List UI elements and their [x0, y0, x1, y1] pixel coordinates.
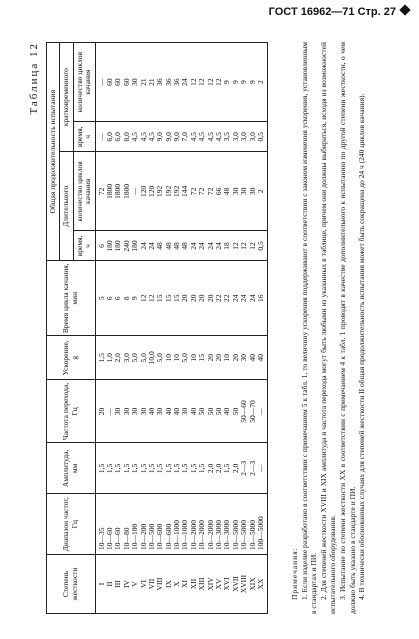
cell-long-cycles: 192 [165, 152, 173, 231]
cell-long-time: 24 [190, 231, 198, 261]
cell-cycle-time: 24 [249, 261, 257, 336]
cell-amplitude: 2—3 [240, 443, 248, 494]
cell-short-time: 4,5 [207, 122, 215, 152]
cell-cycle-time: 5 [95, 261, 106, 336]
cell-cycle-time: 15 [173, 261, 181, 336]
table-title: Таблица 12 [28, 42, 40, 115]
cell-cycle-time: 15 [156, 261, 164, 336]
cell-short-time: 6,0 [114, 122, 122, 152]
cell-range: 10—2000 [190, 494, 198, 555]
cell-range: 10—5000 [249, 494, 257, 555]
cell-crossover: 50—60 [240, 380, 248, 443]
cell-short-time: 4,5 [131, 122, 139, 152]
cell-range: 10—600 [165, 494, 173, 555]
cell-crossover: 40 [148, 380, 156, 443]
cell-range: 10—100 [131, 494, 139, 555]
cell-degree: VI [140, 555, 148, 614]
col-range: Диапазон частот, Гц [47, 494, 96, 555]
cell-amplitude: 2,0 [207, 443, 215, 494]
cell-amplitude: 1,5 [140, 443, 148, 494]
cell-range: 10—5000 [232, 494, 240, 555]
cell-short-cycles: 36 [173, 43, 181, 122]
cell-long-time: 18 [223, 231, 231, 261]
cell-short-time: 4,5 [148, 122, 156, 152]
col-amplitude: Амплитуда, мм [47, 443, 96, 494]
cell-cycle-time: 20 [198, 261, 206, 336]
cell-long-time: 48 [173, 231, 181, 261]
cell-cycle-time: 22 [223, 261, 231, 336]
cell-crossover: 40 [223, 380, 231, 443]
table-row [257, 43, 268, 614]
cell-long-time: 6 [95, 231, 106, 261]
cell-short-cycles: 30 [131, 43, 139, 122]
cell-crossover: 20 [95, 380, 106, 443]
cell-cycle-time: 12 [140, 261, 148, 336]
notes-heading: Примечания: [290, 547, 299, 600]
cell-short-time: 3,0 [232, 122, 240, 152]
cell-long-cycles: 120 [148, 152, 156, 231]
note-3: 3. Испытание по степени жесткости XX в соответствии с примечанием 4 к табл. 1 проводят в качестве дополнительного к испытанию по другой степени жесткости, о чем должно быть указано в стандарте и ПИ. [337, 42, 357, 614]
col-long-cycles: количество циклов качания [73, 152, 95, 231]
cell-cycle-time: 20 [181, 261, 189, 336]
cell-crossover: 30 [140, 380, 148, 443]
col-total-duration: Общая продолжительность испытания [47, 43, 60, 261]
cell-short-cycles: 9 [232, 43, 240, 122]
cell-long-time: 12 [240, 231, 248, 261]
cell-cycle-time: 8 [123, 261, 131, 336]
cell-range: 10—1000 [181, 494, 189, 555]
cell-amplitude: 1,5 [181, 443, 189, 494]
cell-amplitude: 1,5 [131, 443, 139, 494]
col-crossover: Частота перехода, Гц [47, 380, 96, 443]
cell-long-cycles: 72 [95, 152, 106, 231]
cell-long-time: 48 [181, 231, 189, 261]
cell-amplitude: 1,5 [95, 443, 106, 494]
vibration-test-table [46, 42, 268, 614]
cell-short-cycles: 9 [223, 43, 231, 122]
cell-degree: IV [123, 555, 131, 614]
cell-amplitude: 1,5 [106, 443, 114, 494]
cell-crossover: 30 [131, 380, 139, 443]
cell-range: 10—2000 [207, 494, 215, 555]
cell-acceleration: 40 [249, 336, 257, 380]
cell-range: 10—60 [106, 494, 114, 555]
cell-cycle-time: 6 [106, 261, 114, 336]
cell-amplitude: 1,5 [114, 443, 122, 494]
cell-long-cycles: 144 [181, 152, 189, 231]
cell-crossover: 30 [156, 380, 164, 443]
cell-amplitude: 2—3 [249, 443, 257, 494]
cell-amplitude: 1,5 [148, 443, 156, 494]
cell-degree: XI [181, 555, 189, 614]
cell-acceleration: 3,0 [123, 336, 131, 380]
cell-crossover: 50 [232, 380, 240, 443]
cell-long-cycles: 1800 [114, 152, 122, 231]
cell-short-cycles: 36 [165, 43, 173, 122]
cell-degree: II [106, 555, 114, 614]
cell-short-time: 6,0 [106, 122, 114, 152]
cell-cycle-time: 22 [215, 261, 223, 336]
cell-amplitude: 2,0 [215, 443, 223, 494]
col-short: кратковременного [60, 43, 73, 152]
cell-degree: VII [148, 555, 156, 614]
cell-acceleration: 15 [198, 336, 206, 380]
cell-degree: XIV [207, 555, 215, 614]
cell-degree: XVII [232, 555, 240, 614]
cell-amplitude: 1,5 [198, 443, 206, 494]
cell-long-cycles: 72 [198, 152, 206, 231]
cell-acceleration: 20 [215, 336, 223, 380]
cell-short-cycles: 60 [123, 43, 131, 122]
cell-range: 10—1000 [173, 494, 181, 555]
col-short-cycles: количество циклов качания [73, 43, 95, 122]
cell-short-cycles: 36 [156, 43, 164, 122]
cell-crossover: 40 [173, 380, 181, 443]
cell-degree: XX [257, 555, 268, 614]
note-4: 4. В технически обоснованных случаях для степеней жесткости II общая продолжительность испытания может быть сокращена до 24 ч (240 циклов качания). [357, 93, 367, 600]
cell-crossover: 50—70 [249, 380, 257, 443]
cell-long-cycles: 48 [223, 152, 231, 231]
cell-cycle-time: 9 [131, 261, 139, 336]
cell-long-time: 180 [106, 231, 114, 261]
cell-long-cycles: — [131, 152, 139, 231]
rotated-sheet [20, 38, 400, 618]
cell-degree: I [95, 555, 106, 614]
cell-range: 10—80 [123, 494, 131, 555]
cell-long-time: 240 [123, 231, 131, 261]
cell-long-cycles: 30 [249, 152, 257, 231]
cell-cycle-time: 20 [207, 261, 215, 336]
cell-acceleration: 5,0 [181, 336, 189, 380]
cell-long-time: 24 [148, 231, 156, 261]
cell-crossover: 40 [190, 380, 198, 443]
cell-short-cycles: 60 [114, 43, 122, 122]
col-long: Длительного [60, 152, 73, 261]
cell-short-time: 9,0 [173, 122, 181, 152]
col-degree: Степень жесткости [47, 555, 96, 614]
cell-degree: XIX [249, 555, 257, 614]
cell-acceleration: 2,0 [114, 336, 122, 380]
cell-short-time: 3,0 [240, 122, 248, 152]
page-header [229, 6, 409, 24]
cell-crossover: 40 [165, 380, 173, 443]
cell-range: 10—60 [114, 494, 122, 555]
cell-cycle-time: 6 [114, 261, 122, 336]
cell-short-cycles: 12 [207, 43, 215, 122]
cell-range: 10—3000 [223, 494, 231, 555]
cell-range: 100—5000 [257, 494, 268, 555]
cell-range: 10—600 [156, 494, 164, 555]
cell-degree: X [173, 555, 181, 614]
table-notes [290, 42, 367, 614]
cell-acceleration: 20 [207, 336, 215, 380]
cell-short-cycles: 12 [215, 43, 223, 122]
col-acceleration: Ускорение, g [47, 336, 96, 380]
cell-short-time: 3,5 [223, 122, 231, 152]
cell-acceleration: 5,0 [131, 336, 139, 380]
cell-degree: IX [165, 555, 173, 614]
cell-acceleration: 10 [173, 336, 181, 380]
cell-range: 10—2000 [198, 494, 206, 555]
cell-long-cycles: 30 [232, 152, 240, 231]
cell-degree: V [131, 555, 139, 614]
cell-cycle-time: 20 [190, 261, 198, 336]
cell-acceleration: 10 [223, 336, 231, 380]
cell-long-cycles: 30 [240, 152, 248, 231]
cell-short-cycles: 21 [148, 43, 156, 122]
cell-short-cycles: 12 [190, 43, 198, 122]
cell-short-cycles: 60 [106, 43, 114, 122]
cell-long-time: 24 [140, 231, 148, 261]
cell-long-cycles: 2 [257, 152, 268, 231]
cell-short-time: 0,5 [257, 122, 268, 152]
cell-long-time: 24 [207, 231, 215, 261]
cell-long-cycles: 120 [140, 152, 148, 231]
cell-range: 10—500 [148, 494, 156, 555]
cell-cycle-time: 24 [232, 261, 240, 336]
cell-amplitude: 1,5 [156, 443, 164, 494]
cell-short-time: 4,5 [215, 122, 223, 152]
table-body [95, 43, 268, 614]
cell-degree: XV [215, 555, 223, 614]
cell-long-time: 180 [131, 231, 139, 261]
cell-amplitude: 1,5 [123, 443, 131, 494]
cell-long-time: 180 [114, 231, 122, 261]
cell-degree: VIII [156, 555, 164, 614]
cell-degree: XVIII [240, 555, 248, 614]
cell-degree: XVI [223, 555, 231, 614]
cell-range: 10—3000 [215, 494, 223, 555]
cell-long-cycles: 192 [156, 152, 164, 231]
cell-acceleration: 1,0 [106, 336, 114, 380]
cell-short-time: 9,0 [165, 122, 173, 152]
cell-short-cycles: — [95, 43, 106, 122]
cell-crossover: 50 [198, 380, 206, 443]
cell-range: 10—200 [140, 494, 148, 555]
cell-amplitude: 2,0 [232, 443, 240, 494]
cell-acceleration: 30 [240, 336, 248, 380]
col-long-time: время, ч [73, 231, 95, 261]
cell-short-time: 4,5 [140, 122, 148, 152]
cell-amplitude: 1,5 [190, 443, 198, 494]
cell-amplitude: — [257, 443, 268, 494]
cell-acceleration: 20 [232, 336, 240, 380]
col-short-time: время, ч [73, 122, 95, 152]
cell-degree: XIII [198, 555, 206, 614]
header-text: ГОСТ 16962—71 Стр. 27 [268, 6, 396, 18]
cell-short-time: 8,0 [123, 122, 131, 152]
cell-long-time: 48 [156, 231, 164, 261]
note-1: 1. Если изделие разработано в соответствии с примечанием 5 к табл. 1, то величину ускорения поддерживают в соответствии с законом изменения ускорения, установленным в стандартах и ПИ. [299, 42, 319, 614]
cell-short-time: 3,0 [249, 122, 257, 152]
cell-cycle-time: 16 [257, 261, 268, 336]
col-cycle-time: Время цикла качания, мин [47, 261, 96, 336]
cell-short-cycles: 2 [257, 43, 268, 122]
cell-cycle-time: 12 [148, 261, 156, 336]
cell-amplitude: 1,5 [173, 443, 181, 494]
cell-long-cycles: 72 [207, 152, 215, 231]
cell-amplitude: 1,5 [165, 443, 173, 494]
cell-crossover: 50 [207, 380, 215, 443]
cell-short-cycles: 9 [240, 43, 248, 122]
cell-cycle-time: 15 [165, 261, 173, 336]
cell-long-time: 24 [215, 231, 223, 261]
cell-cycle-time: 24 [240, 261, 248, 336]
cell-long-time: 48 [165, 231, 173, 261]
cell-degree: III [114, 555, 122, 614]
cell-long-time: 12 [232, 231, 240, 261]
cell-long-time: 0,5 [257, 231, 268, 261]
cell-acceleration: 10 [165, 336, 173, 380]
cell-long-time: 24 [198, 231, 206, 261]
cell-crossover: — [106, 380, 114, 443]
cell-short-time: 9,0 [156, 122, 164, 152]
cell-acceleration: 5,0 [156, 336, 164, 380]
cell-long-cycles: 192 [173, 152, 181, 231]
cell-long-cycles: 72 [190, 152, 198, 231]
cell-short-time: 7,0 [181, 122, 189, 152]
cell-short-cycles: 12 [198, 43, 206, 122]
cell-acceleration: 5,0 [140, 336, 148, 380]
cell-short-time: — [95, 122, 106, 152]
cell-short-time: 4,5 [198, 122, 206, 152]
cell-long-cycles: 1800 [106, 152, 114, 231]
cell-acceleration: 10 [190, 336, 198, 380]
cell-crossover: 50 [215, 380, 223, 443]
cell-range: 10—5000 [240, 494, 248, 555]
cell-short-cycles: 21 [140, 43, 148, 122]
cell-acceleration: 10,0 [148, 336, 156, 380]
cell-amplitude: 1,5 [223, 443, 231, 494]
cell-long-cycles: 1800 [123, 152, 131, 231]
cell-crossover: 30 [114, 380, 122, 443]
cell-short-cycles: 24 [181, 43, 189, 122]
cell-crossover: — [257, 380, 268, 443]
cell-acceleration: 40 [257, 336, 268, 380]
cell-long-cycles: 66 [215, 152, 223, 231]
cell-long-time: 12 [249, 231, 257, 261]
cell-acceleration: 1,5 [95, 336, 106, 380]
cell-crossover: 30 [123, 380, 131, 443]
corner-mark-icon [399, 4, 410, 15]
cell-short-time: 4,5 [190, 122, 198, 152]
cell-degree: XII [190, 555, 198, 614]
cell-short-cycles: 9 [249, 43, 257, 122]
cell-crossover: 30 [181, 380, 189, 443]
note-2: 2. Для степеней жесткости XVIII и XIX амплитуда и частота перехода могут быть любыми из указанных в таблице, причем они должны выбираться, исходя из возможностей испытательного оборудования. [318, 42, 338, 614]
cell-range: 10—35 [95, 494, 106, 555]
